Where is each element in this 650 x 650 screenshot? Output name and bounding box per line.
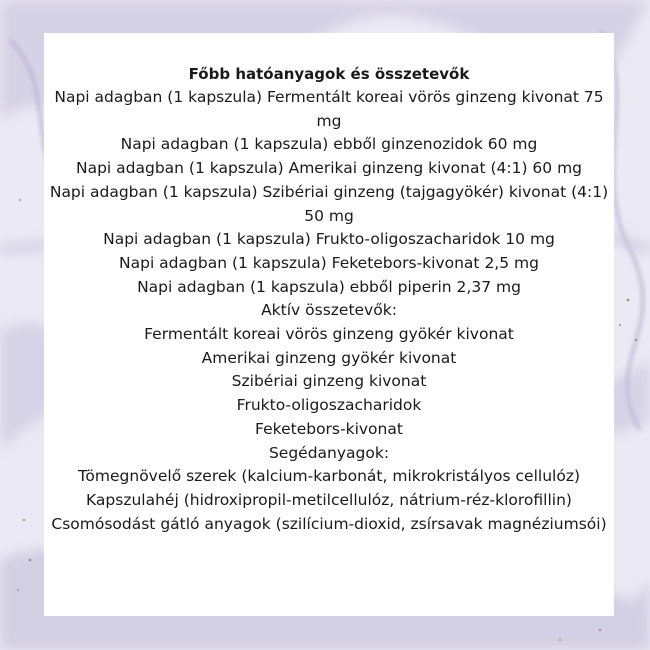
section-label-excipients: Segédanyagok: bbox=[268, 443, 390, 462]
ingredient-line: Napi adagban (1 kapszula) Fermentált koreai vörös ginzeng kivonat 75 mg bbox=[54, 88, 604, 130]
ingredient-line: Napi adagban (1 kapszula) Szibériai ginzeng (tajgagyökér) kivonat (4:1) 50 mg bbox=[49, 182, 609, 225]
ingredient-line: Napi adagban (1 kapszula) Feketebors-kivonat 2,5 mg bbox=[119, 253, 539, 272]
ingredient-line: Napi adagban (1 kapszula) Amerikai ginzeng kivonat (4:1) 60 mg bbox=[75, 159, 583, 178]
excipient-line: Tömegnövelő szerek (kalcium-karbonát, mikrokristályos cellulóz) bbox=[77, 467, 581, 486]
active-ingredient-line: Feketebors-kivonat bbox=[255, 419, 403, 438]
ingredient-line: Napi adagban (1 kapszula) ebből ginzenozidok 60 mg bbox=[120, 135, 538, 154]
excipient-line: Kapszulahéj (hidroxipropil-metilcellulóz, nátrium-réz-klorofillin) bbox=[86, 490, 572, 509]
active-ingredient-line: Fermentált koreai vörös ginzeng gyökér kivonat bbox=[144, 325, 514, 344]
ingredients-heading: Főbb hatóanyagok és összetevők bbox=[188, 65, 470, 83]
active-ingredient-line: Szibériai ginzeng kivonat bbox=[231, 372, 427, 391]
ingredient-line: Napi adagban (1 kapszula) Frukto-oligoszacharidok 10 mg bbox=[103, 230, 555, 249]
excipient-line: Csomósodást gátló anyagok (szilícium-dioxid, zsírsavak magnéziumsói) bbox=[51, 514, 607, 533]
ingredient-line: Napi adagban (1 kapszula) ebből piperin 2,37 mg bbox=[137, 277, 521, 296]
active-ingredient-line: Amerikai ginzeng gyökér kivonat bbox=[201, 348, 457, 367]
ingredients-card bbox=[44, 33, 614, 616]
ingredients-list bbox=[44, 86, 614, 536]
active-ingredient-line: Frukto-oligoszacharidok bbox=[236, 396, 422, 415]
section-label-active: Aktív összetevők: bbox=[261, 301, 397, 320]
